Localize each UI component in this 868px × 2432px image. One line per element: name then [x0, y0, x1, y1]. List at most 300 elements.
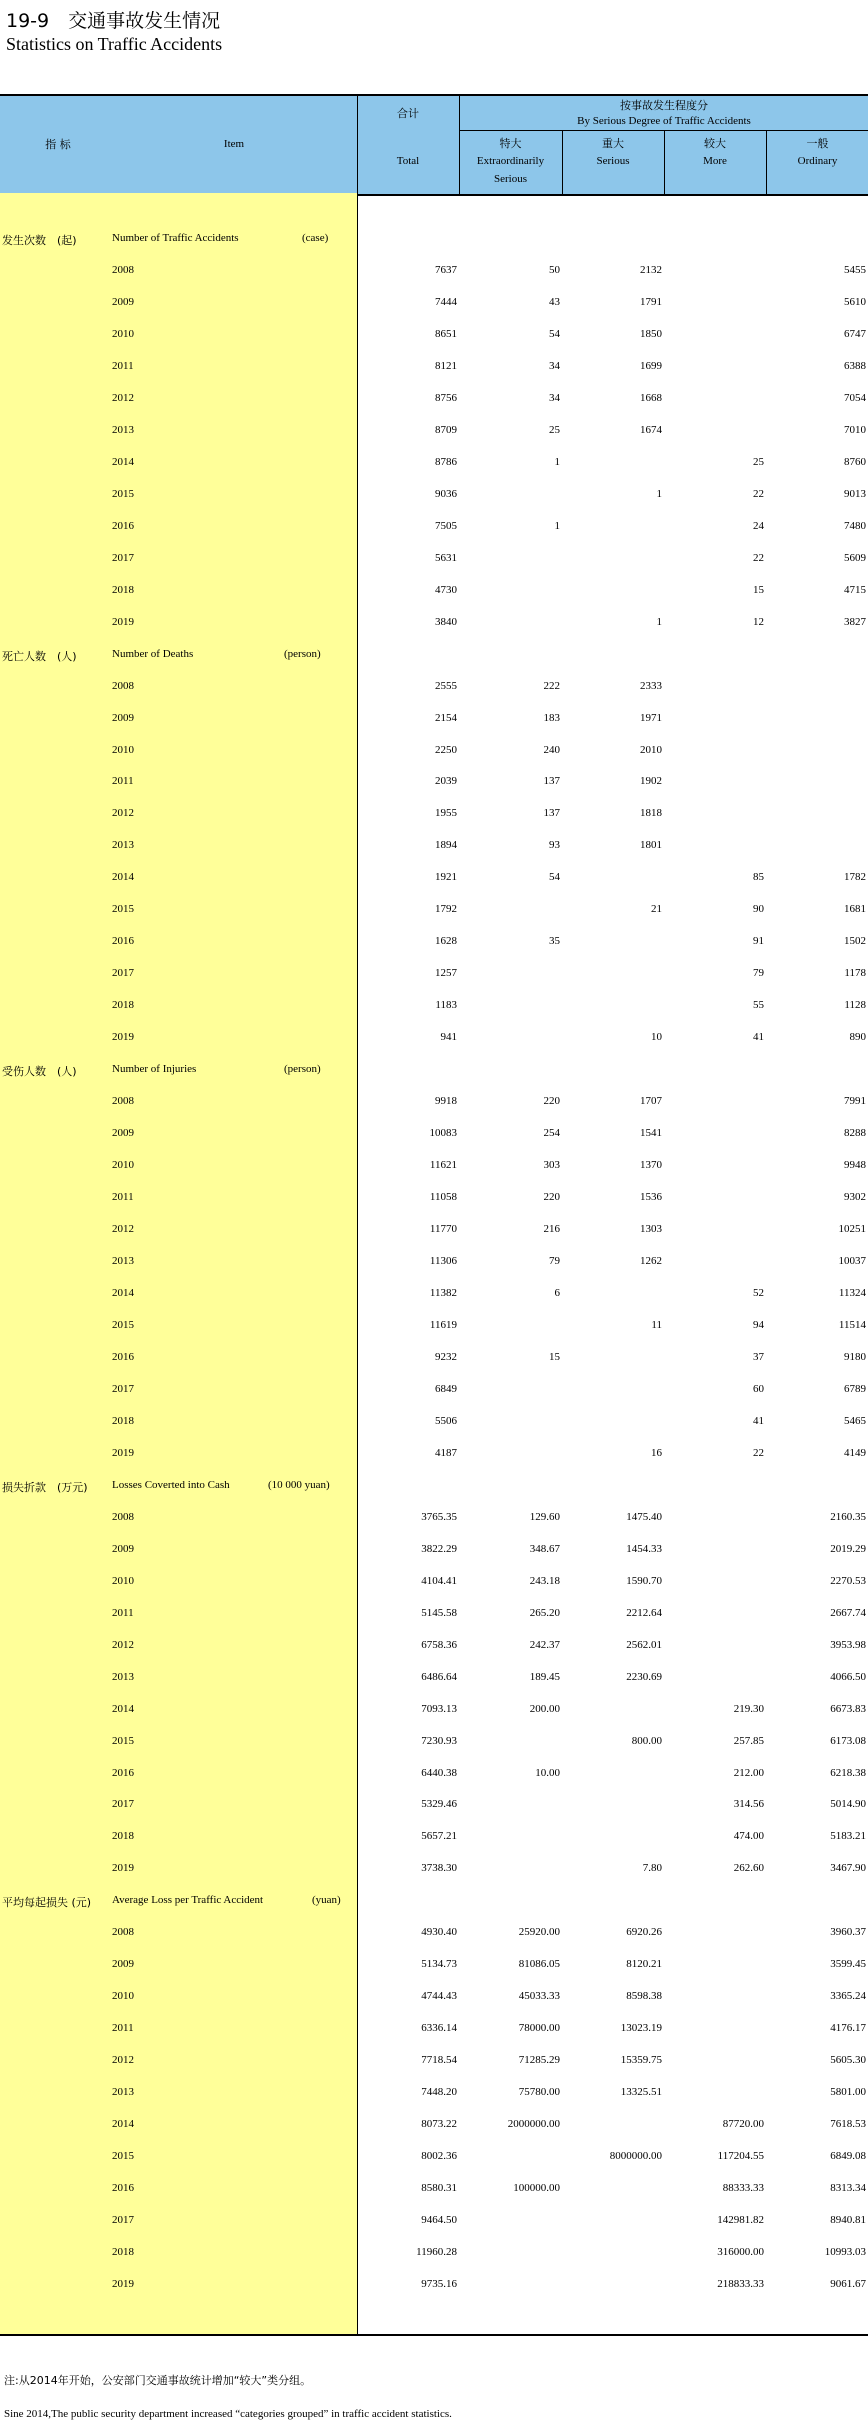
footnote-english: Sine 2014,The public security department increased “categories grouped” in traffic accident statistics. — [4, 2408, 452, 2420]
ord-cell: 8940.81 — [830, 2214, 866, 2227]
ord-cell: 6388 — [844, 359, 866, 372]
table-row — [0, 2078, 868, 2110]
year-cell: 2009 — [112, 295, 134, 308]
section-unit: (case) — [302, 232, 329, 244]
year-cell: 2015 — [112, 1734, 134, 1747]
more-cell: 474.00 — [733, 1830, 764, 1843]
year-cell: 2017 — [112, 551, 134, 564]
ord-cell: 9013 — [844, 487, 866, 500]
table-row — [0, 1023, 868, 1055]
header-indicator-cn: 指 标 — [45, 138, 71, 151]
ord-cell: 7054 — [844, 391, 866, 404]
total-cell: 2555 — [435, 679, 457, 692]
year-cell: 2010 — [112, 327, 134, 340]
table-row — [0, 1151, 868, 1183]
year-cell: 2012 — [112, 807, 134, 820]
total-cell: 11306 — [429, 1255, 457, 1267]
total-cell: 10083 — [429, 1127, 457, 1140]
ord-cell: 5609 — [844, 551, 866, 564]
ext-cell: 34 — [549, 391, 560, 404]
ser-cell: 16 — [651, 1446, 662, 1459]
ord-cell: 8760 — [844, 455, 866, 468]
total-cell: 1183 — [435, 999, 457, 1012]
year-cell: 2008 — [112, 1095, 134, 1108]
table-row — [0, 895, 868, 927]
total-cell: 5506 — [435, 1414, 457, 1427]
table-row — [0, 1950, 868, 1982]
table-row — [0, 1982, 868, 2014]
total-cell: 4104.41 — [421, 1574, 457, 1587]
year-cell: 2008 — [112, 679, 134, 692]
ser-cell: 15359.75 — [620, 2054, 662, 2067]
total-cell: 3840 — [435, 615, 457, 628]
ord-cell: 3599.45 — [830, 1958, 866, 1971]
total-cell: 2154 — [435, 711, 457, 724]
year-cell: 2015 — [112, 1318, 134, 1331]
ord-cell: 9302 — [844, 1191, 866, 1204]
ser-cell: 2132 — [640, 263, 662, 276]
ord-cell: 6747 — [844, 327, 866, 340]
ser-cell: 2010 — [640, 743, 662, 756]
total-cell: 9464.50 — [421, 2214, 457, 2227]
table-bottom-rule — [0, 2334, 868, 2336]
section-label-en: Number of Deaths — [112, 647, 194, 660]
year-cell: 2015 — [112, 2150, 134, 2163]
year-cell: 2019 — [112, 1862, 134, 1875]
total-cell: 6440.38 — [421, 1766, 457, 1779]
ord-cell: 9948 — [844, 1159, 866, 1172]
total-cell: 9918 — [435, 1095, 457, 1108]
ser-cell: 1902 — [640, 775, 662, 788]
ser-cell: 1850 — [640, 327, 662, 340]
table-row — [0, 352, 868, 384]
table-row — [0, 608, 868, 640]
ser-cell: 1541 — [640, 1127, 662, 1140]
ext-cell: 54 — [549, 871, 560, 884]
more-cell: 22 — [753, 487, 764, 500]
table-row — [0, 288, 868, 320]
ext-cell: 71285.29 — [518, 2054, 560, 2067]
header-item-en: Item — [223, 138, 245, 150]
ord-cell: 9180 — [844, 1350, 866, 1363]
table-row — [0, 1631, 868, 1663]
section-label-en: Average Loss per Traffic Accident — [112, 1894, 264, 1907]
section-label-cn: 发生次数 (起) — [2, 234, 77, 247]
section-header-row — [0, 224, 868, 256]
total-cell: 7637 — [435, 263, 457, 276]
more-cell: 22 — [753, 1446, 764, 1459]
year-cell: 2015 — [112, 487, 134, 500]
ser-cell: 2562.01 — [626, 1638, 662, 1651]
ord-cell: 890 — [849, 1031, 866, 1044]
header-group-en: By Serious Degree of Traffic Accidents — [577, 115, 751, 127]
total-cell: 8121 — [435, 359, 457, 372]
ext-cell: 75780.00 — [518, 2086, 560, 2099]
year-cell: 2011 — [112, 775, 134, 788]
total-cell: 8580.31 — [421, 2182, 457, 2195]
total-cell: 11770 — [429, 1223, 457, 1236]
table-row — [0, 927, 868, 959]
table-row — [0, 672, 868, 704]
table-row — [0, 1279, 868, 1311]
ser-cell: 2212.64 — [626, 1606, 662, 1619]
total-cell: 8002.36 — [421, 2150, 457, 2163]
table-row — [0, 831, 868, 863]
ord-cell: 2270.53 — [830, 1574, 866, 1587]
ser-cell: 1262 — [640, 1255, 662, 1267]
year-cell: 2019 — [112, 1446, 134, 1459]
ser-cell: 1971 — [640, 711, 662, 724]
total-cell: 7444 — [435, 295, 457, 308]
section-label-cn: 死亡人数 (人) — [2, 649, 77, 663]
year-cell: 2012 — [112, 1223, 134, 1236]
more-cell: 15 — [753, 583, 764, 596]
total-cell: 5631 — [435, 551, 457, 564]
ord-cell: 2160.35 — [830, 1510, 866, 1523]
ext-cell: 15 — [549, 1350, 560, 1363]
year-cell: 2018 — [112, 1830, 134, 1843]
table-row — [0, 2174, 868, 2206]
year-cell: 2012 — [112, 2054, 134, 2067]
year-cell: 2017 — [112, 2214, 134, 2227]
ord-cell: 5014.90 — [830, 1798, 866, 1811]
ord-cell: 1178 — [844, 967, 866, 980]
year-cell: 2010 — [112, 1574, 134, 1587]
more-cell: 60 — [753, 1382, 764, 1395]
ord-cell: 9061.67 — [830, 2278, 866, 2290]
section-label-cn: 受伤人数 (人) — [2, 1065, 77, 1079]
table-row — [0, 512, 868, 544]
total-cell: 8651 — [435, 327, 457, 340]
page-title-english: Statistics on Traffic Accidents — [6, 34, 223, 54]
year-cell: 2010 — [112, 1990, 134, 2003]
ext-cell: 100000.00 — [513, 2182, 560, 2195]
ord-cell: 11514 — [838, 1318, 866, 1331]
year-cell: 2017 — [112, 967, 134, 980]
table-row — [0, 959, 868, 991]
more-cell: 25 — [753, 455, 764, 468]
ser-cell: 1668 — [640, 391, 662, 404]
total-cell: 6849 — [435, 1382, 457, 1395]
ext-cell: 222 — [543, 679, 560, 692]
ord-cell: 10037 — [838, 1255, 866, 1267]
ext-cell: 265.20 — [529, 1606, 560, 1619]
more-cell: 257.85 — [733, 1734, 764, 1747]
year-cell: 2009 — [112, 1542, 134, 1555]
section-header-row — [0, 1471, 868, 1503]
ext-cell: 2000000.00 — [507, 2118, 560, 2131]
more-cell: 37 — [753, 1350, 764, 1363]
total-cell: 1921 — [435, 871, 457, 884]
total-cell: 3822.29 — [421, 1542, 457, 1555]
table-row — [0, 1119, 868, 1151]
table-row — [0, 1087, 868, 1119]
ext-cell: 10.00 — [535, 1766, 560, 1779]
total-cell: 11382 — [429, 1286, 457, 1299]
more-cell: 142981.82 — [717, 2214, 764, 2227]
table-row — [0, 1822, 868, 1854]
more-cell: 88333.33 — [722, 2182, 764, 2195]
ord-cell: 6849.08 — [830, 2150, 866, 2163]
table-row — [0, 1183, 868, 1215]
ord-cell: 7991 — [844, 1095, 866, 1108]
ext-cell: 137 — [543, 807, 560, 820]
ser-cell: 11 — [651, 1318, 662, 1331]
ord-cell: 7480 — [844, 519, 866, 532]
ext-cell: 54 — [549, 327, 560, 340]
year-cell: 2016 — [112, 519, 134, 532]
more-cell: 24 — [753, 519, 764, 532]
ser-cell: 2230.69 — [626, 1670, 662, 1683]
year-cell: 2009 — [112, 1958, 134, 1971]
ser-cell: 1801 — [640, 839, 662, 852]
year-cell: 2019 — [112, 1031, 134, 1044]
ext-cell: 45033.33 — [518, 1990, 560, 2003]
year-cell: 2011 — [112, 359, 134, 372]
header-ser-cn: 重大 — [602, 137, 624, 150]
year-cell: 2016 — [112, 2182, 134, 2195]
ext-cell: 242.37 — [529, 1638, 560, 1651]
year-cell: 2014 — [112, 871, 134, 884]
total-cell: 9232 — [435, 1350, 457, 1363]
section-label-en: Number of Traffic Accidents — [112, 232, 239, 244]
more-cell: 314.56 — [733, 1798, 764, 1811]
table-row — [0, 767, 868, 799]
ord-cell: 1128 — [844, 999, 866, 1012]
ord-cell: 7618.53 — [830, 2118, 866, 2131]
more-cell: 91 — [753, 935, 764, 948]
footnote-chinese: 注:从2014年开始，公安部门交通事故统计增加“较大”类分组。 — [4, 2374, 312, 2387]
table-row — [0, 736, 868, 768]
ext-cell: 220 — [543, 1095, 560, 1108]
table-row — [0, 1439, 868, 1471]
ext-cell: 189.45 — [529, 1670, 560, 1683]
ext-cell: 240 — [543, 743, 560, 756]
more-cell: 12 — [753, 615, 764, 628]
total-cell: 941 — [440, 1031, 457, 1044]
more-cell: 218833.33 — [717, 2278, 764, 2290]
total-cell: 7505 — [435, 519, 457, 532]
ord-cell: 5801.00 — [830, 2086, 866, 2099]
ext-cell: 81086.05 — [518, 1958, 560, 1971]
section-label-cn: 平均每起损失 (元) — [2, 1896, 92, 1910]
total-cell: 11960.28 — [416, 2246, 457, 2259]
year-cell: 2013 — [112, 1255, 134, 1267]
table-row — [0, 1215, 868, 1247]
total-cell: 11621 — [429, 1159, 457, 1172]
ord-cell: 6789 — [844, 1382, 866, 1395]
year-cell: 2010 — [112, 743, 134, 756]
ord-cell: 2019.29 — [830, 1542, 866, 1555]
year-cell: 2012 — [112, 1638, 134, 1651]
ord-cell: 6218.38 — [830, 1766, 866, 1779]
more-cell: 85 — [753, 871, 764, 884]
year-cell: 2018 — [112, 1414, 134, 1427]
ord-cell: 3953.98 — [830, 1638, 866, 1651]
year-cell: 2018 — [112, 999, 134, 1012]
ext-cell: 25 — [549, 423, 560, 436]
table-row — [0, 1503, 868, 1535]
total-cell: 1792 — [435, 903, 457, 916]
table-row — [0, 1599, 868, 1631]
total-cell: 6758.36 — [421, 1638, 457, 1651]
table-row — [0, 1535, 868, 1567]
total-cell: 8709 — [435, 423, 457, 436]
total-cell: 5657.21 — [421, 1830, 457, 1843]
ser-cell: 1536 — [640, 1191, 662, 1204]
ord-cell: 2667.74 — [830, 1606, 866, 1619]
ser-cell: 6920.26 — [626, 1926, 662, 1939]
section-header-row — [0, 640, 868, 672]
year-cell: 2011 — [112, 1606, 134, 1619]
ord-cell: 5605.30 — [830, 2054, 866, 2067]
total-cell: 8073.22 — [421, 2118, 457, 2131]
year-cell: 2008 — [112, 1510, 134, 1523]
ser-cell: 8598.38 — [626, 1990, 662, 2003]
ord-cell: 3960.37 — [830, 1926, 866, 1939]
ext-cell: 35 — [549, 935, 560, 948]
ser-cell: 8000000.00 — [609, 2150, 662, 2163]
ext-cell: 78000.00 — [518, 2022, 560, 2035]
ser-cell: 1 — [656, 487, 662, 500]
ext-cell: 25920.00 — [518, 1926, 560, 1939]
ord-cell: 8313.34 — [830, 2182, 866, 2195]
year-cell: 2009 — [112, 1127, 134, 1140]
ord-cell: 5183.21 — [830, 1830, 866, 1843]
ser-cell: 1454.33 — [626, 1542, 662, 1555]
table-row — [0, 1918, 868, 1950]
year-cell: 2011 — [112, 2022, 134, 2035]
ser-cell: 1674 — [640, 423, 662, 436]
total-cell: 1894 — [435, 839, 457, 852]
year-cell: 2017 — [112, 1382, 134, 1395]
more-cell: 41 — [753, 1414, 764, 1427]
total-cell: 4930.40 — [421, 1926, 457, 1939]
table-row — [0, 1759, 868, 1791]
total-cell: 7093.13 — [421, 1702, 457, 1715]
page-title-chinese: 19-9 交通事故发生情况 — [6, 10, 221, 32]
year-cell: 2015 — [112, 903, 134, 916]
table-row — [0, 576, 868, 608]
header-ext-cn: 特大 — [499, 137, 522, 150]
total-cell: 1628 — [435, 935, 457, 948]
year-cell: 2013 — [112, 839, 134, 852]
ord-cell: 5610 — [844, 295, 866, 308]
section-label-en: Number of Injuries — [112, 1063, 197, 1076]
total-cell: 6336.14 — [421, 2022, 457, 2035]
header-ext-en1: Extraordinarily — [476, 155, 545, 167]
table-row — [0, 2270, 868, 2302]
ext-cell: 243.18 — [529, 1574, 560, 1587]
section-label-cn: 损失折款 (万元) — [2, 1480, 88, 1494]
ord-cell: 11324 — [838, 1286, 866, 1299]
total-cell: 5145.58 — [421, 1606, 457, 1619]
ext-cell: 6 — [554, 1286, 560, 1299]
year-cell: 2016 — [112, 1350, 134, 1363]
more-cell: 55 — [753, 999, 764, 1012]
total-cell: 6486.64 — [421, 1670, 457, 1683]
year-cell: 2012 — [112, 391, 134, 404]
total-cell: 7230.93 — [421, 1734, 457, 1747]
table-row — [0, 863, 868, 895]
table-row — [0, 320, 868, 352]
total-cell: 11058 — [429, 1191, 457, 1204]
ext-cell: 1 — [554, 519, 560, 532]
total-cell: 8756 — [435, 391, 457, 404]
year-cell: 2016 — [112, 935, 134, 948]
more-cell: 117204.55 — [717, 2150, 764, 2163]
year-cell: 2016 — [112, 1766, 134, 1779]
total-cell: 4744.43 — [421, 1990, 457, 2003]
ext-cell: 43 — [549, 295, 560, 308]
year-cell: 2018 — [112, 2246, 134, 2259]
total-cell: 3765.35 — [421, 1510, 457, 1523]
table-row — [0, 2206, 868, 2238]
year-cell: 2013 — [112, 423, 134, 436]
ser-cell: 1791 — [640, 295, 662, 308]
ser-cell: 1 — [656, 615, 662, 628]
total-cell: 5329.46 — [421, 1798, 457, 1811]
header-ord-en: Ordinary — [797, 155, 838, 167]
table-row — [0, 2046, 868, 2078]
table-row — [0, 544, 868, 576]
ext-cell: 200.00 — [529, 1702, 560, 1715]
year-cell: 2014 — [112, 1702, 134, 1715]
header-ord-cn: 一般 — [806, 137, 829, 150]
year-cell: 2014 — [112, 455, 134, 468]
table-row — [0, 1695, 868, 1727]
year-cell: 2014 — [112, 2118, 134, 2131]
ext-cell: 303 — [543, 1159, 560, 1172]
ord-cell: 3827 — [844, 615, 866, 628]
table-row — [0, 991, 868, 1023]
total-cell: 1257 — [435, 967, 457, 980]
ord-cell: 8288 — [844, 1127, 866, 1140]
ext-cell: 183 — [543, 711, 560, 724]
header-more-en: More — [703, 155, 727, 167]
header-group-cn: 按事故发生程度分 — [620, 99, 708, 112]
ser-cell: 800.00 — [631, 1734, 662, 1747]
year-cell: 2011 — [112, 1191, 134, 1204]
ord-cell: 4176.17 — [830, 2022, 866, 2035]
ext-cell: 34 — [549, 359, 560, 372]
table-row — [0, 1663, 868, 1695]
table-row — [0, 2110, 868, 2142]
ser-cell: 1699 — [640, 359, 662, 372]
section-unit: (yuan) — [312, 1894, 341, 1907]
more-cell: 212.00 — [733, 1766, 764, 1779]
year-cell: 2014 — [112, 1286, 134, 1299]
year-cell: 2019 — [112, 2278, 134, 2290]
total-cell: 4187 — [435, 1446, 457, 1459]
ext-cell: 137 — [543, 775, 560, 788]
year-cell: 2010 — [112, 1159, 134, 1172]
table-row — [0, 799, 868, 831]
ser-cell: 7.80 — [642, 1862, 662, 1875]
ext-cell: 93 — [549, 839, 560, 852]
ord-cell: 10251 — [838, 1223, 866, 1236]
table-row — [0, 384, 868, 416]
table-row — [0, 1407, 868, 1439]
year-cell: 2017 — [112, 1798, 134, 1811]
table-row — [0, 480, 868, 512]
more-cell: 52 — [753, 1286, 764, 1299]
section-header-row — [0, 1055, 868, 1087]
ord-cell: 5455 — [844, 263, 866, 276]
ext-cell: 216 — [543, 1223, 560, 1236]
more-cell: 87720.00 — [722, 2118, 764, 2131]
total-cell: 7448.20 — [421, 2086, 457, 2099]
